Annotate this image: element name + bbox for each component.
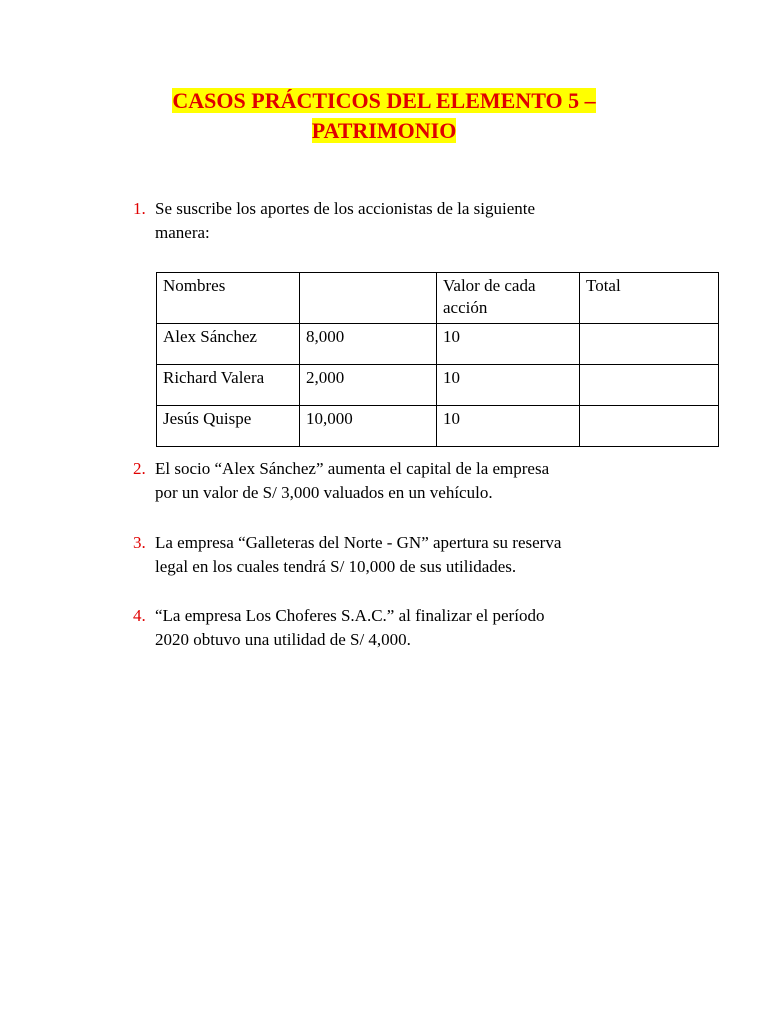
- exercise-number: 1.: [133, 199, 146, 218]
- exercise-text-line: Se suscribe los aportes de los accionistas de la siguiente: [155, 199, 536, 218]
- header-cell-nombres: Nombres: [157, 273, 300, 324]
- table-cell: [580, 406, 719, 447]
- shareholders-table: [156, 272, 719, 447]
- exercise-text-line: “La empresa Los Choferes S.A.C.” al finalizar el período: [155, 606, 545, 625]
- exercise-number: 4.: [133, 606, 146, 625]
- exercise-text-line: El socio “Alex Sánchez” aumenta el capital de la empresa: [155, 459, 550, 478]
- table-header-row: [157, 273, 719, 324]
- exercise-number: 3.: [133, 533, 146, 552]
- table-row: [157, 406, 719, 447]
- exercise-number: 2.: [133, 459, 146, 478]
- table-row: [157, 324, 719, 365]
- title-line-2: PATRIMONIO: [311, 118, 457, 143]
- exercise-item-4: [133, 604, 673, 652]
- title-line-1: CASOS PRÁCTICOS DEL ELEMENTO 5 –: [172, 88, 596, 113]
- exercise-item-3: [133, 531, 673, 579]
- table-cell: [580, 365, 719, 406]
- exercise-text-line: por un valor de S/ 3,000 valuados en un vehículo.: [155, 483, 493, 502]
- table-cell: 8,000: [300, 324, 437, 365]
- exercise-text-line: 2020 obtuvo una utilidad de S/ 4,000.: [155, 630, 411, 649]
- table-cell: Alex Sánchez: [157, 324, 300, 365]
- header-cell-total: Total: [580, 273, 719, 324]
- table-cell: [580, 324, 719, 365]
- header-cell-acciones: [300, 273, 437, 324]
- table-cell: Jesús Quispe: [157, 406, 300, 447]
- table-cell: Richard Valera: [157, 365, 300, 406]
- table-cell: 10: [437, 406, 580, 447]
- exercise-item-1: [133, 197, 673, 245]
- table-cell: 10: [437, 365, 580, 406]
- table-cell: 10,000: [300, 406, 437, 447]
- header-cell-valor: Valor de cada acción: [437, 273, 580, 324]
- document-title: [0, 86, 768, 146]
- exercise-item-2: [133, 457, 673, 505]
- exercise-text-line: La empresa “Galleteras del Norte - GN” apertura su reserva: [155, 533, 562, 552]
- table-cell: 2,000: [300, 365, 437, 406]
- exercise-text-line: legal en los cuales tendrá S/ 10,000 de sus utilidades.: [155, 557, 517, 576]
- table-cell: 10: [437, 324, 580, 365]
- table-row: [157, 365, 719, 406]
- exercise-text-line: manera:: [155, 223, 210, 242]
